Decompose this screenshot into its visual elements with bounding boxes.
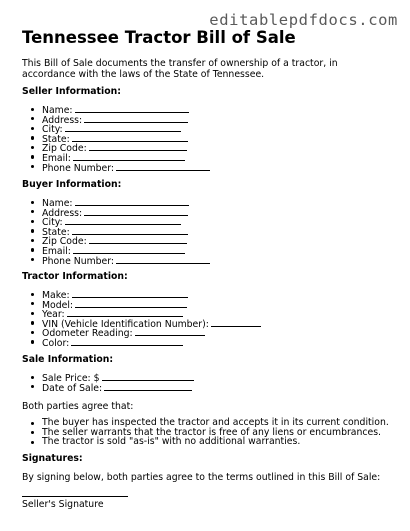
field-label: Email: <box>42 245 71 257</box>
seller-phone-field <box>22 162 210 172</box>
blank-line[interactable] <box>84 207 188 216</box>
field-label: Phone Number: <box>42 255 115 267</box>
seller-signature-line[interactable] <box>22 496 128 497</box>
field-label: Odometer Reading: <box>42 328 133 340</box>
field-label: City: <box>42 217 63 229</box>
field-label: Name: <box>42 198 73 209</box>
blank-line[interactable] <box>71 337 183 346</box>
blank-line[interactable] <box>84 114 188 123</box>
sale-price-field <box>22 372 194 382</box>
tractor-color-field <box>22 337 261 347</box>
blank-line[interactable] <box>75 104 189 113</box>
agreement-item: The tractor is sold "as-is" with no additional warranties. <box>22 437 389 447</box>
field-label: Address: <box>42 207 83 219</box>
seller-city-field <box>22 123 210 136</box>
agreement-item: The seller warrants that the tractor is free of any liens or encumbrances. <box>22 428 389 438</box>
blank-line[interactable] <box>65 216 181 225</box>
agreement-lead: Both parties agree that: <box>22 401 134 412</box>
blank-line[interactable] <box>75 197 189 206</box>
blank-line[interactable] <box>135 327 205 336</box>
blank-line[interactable] <box>75 299 187 308</box>
buyer-zip-field <box>22 235 210 248</box>
field-label: State: <box>42 133 70 145</box>
seller-email-field <box>22 152 210 162</box>
field-label: Phone Number: <box>42 162 115 174</box>
sale-date-field <box>22 382 194 392</box>
blank-line[interactable] <box>102 372 194 381</box>
blank-line[interactable] <box>116 162 210 171</box>
blank-line[interactable] <box>72 289 188 298</box>
blank-line[interactable] <box>89 235 187 244</box>
buyer-fields <box>22 197 210 267</box>
field-label: Address: <box>42 114 83 126</box>
field-label: Name: <box>42 105 73 116</box>
tractor-make-field <box>22 289 261 299</box>
tractor-heading: Tractor Information: <box>22 271 128 282</box>
tractor-model-field <box>22 299 261 309</box>
blank-line[interactable] <box>73 152 185 161</box>
watermark: editablepdfdocs.com <box>209 11 398 29</box>
blank-line[interactable] <box>89 142 187 151</box>
buyer-city-field <box>22 216 210 229</box>
field-label: Make: <box>42 290 70 301</box>
field-label: Year: <box>42 309 65 321</box>
agreement-list <box>22 418 389 447</box>
tractor-odometer-field <box>22 327 261 340</box>
field-label: State: <box>42 226 70 238</box>
buyer-state-field <box>22 226 210 236</box>
document-title: Tennessee Tractor Bill of Sale <box>22 28 296 47</box>
seller-zip-field <box>22 142 210 155</box>
blank-line[interactable] <box>67 308 183 317</box>
sale-fields <box>22 372 194 394</box>
blank-line[interactable] <box>211 318 261 327</box>
field-label: VIN (Vehicle Identification Number): <box>42 318 209 330</box>
field-label: Email: <box>42 152 71 164</box>
tractor-year-field <box>22 308 261 321</box>
buyer-email-field <box>22 245 210 255</box>
blank-line[interactable] <box>116 255 210 264</box>
blank-line[interactable] <box>72 133 188 142</box>
signatures-lead: By signing below, both parties agree to the terms outlined in this Bill of Sale: <box>22 472 381 483</box>
seller-fields <box>22 104 210 174</box>
tractor-fields <box>22 289 261 347</box>
blank-line[interactable] <box>65 123 181 132</box>
buyer-name-field <box>22 197 210 207</box>
tractor-vin-field <box>22 318 261 328</box>
blank-line[interactable] <box>104 382 192 391</box>
seller-name-field <box>22 104 210 114</box>
blank-line[interactable] <box>73 245 185 254</box>
buyer-address-field <box>22 207 210 217</box>
field-label: Model: <box>42 299 74 311</box>
field-label: Color: <box>42 337 70 349</box>
intro-paragraph: This Bill of Sale documents the transfer of ownership of a tractor, in accordance with the laws of the State of Tennessee. <box>22 58 338 80</box>
field-label: Sale Price: $ <box>42 373 100 384</box>
agreement-item: The buyer has inspected the tractor and accepts it in its current condition. <box>22 418 389 428</box>
blank-line[interactable] <box>72 226 188 235</box>
buyer-heading: Buyer Information: <box>22 179 122 190</box>
sale-heading: Sale Information: <box>22 354 114 365</box>
seller-signature-label: Seller's Signature <box>22 499 104 510</box>
signatures-heading: Signatures: <box>22 453 83 464</box>
seller-state-field <box>22 133 210 143</box>
seller-address-field <box>22 114 210 124</box>
field-label: City: <box>42 124 63 136</box>
buyer-phone-field <box>22 255 210 265</box>
seller-heading: Seller Information: <box>22 86 121 97</box>
field-label: Zip Code: <box>42 236 87 248</box>
field-label: Zip Code: <box>42 143 87 155</box>
field-label: Date of Sale: <box>42 382 103 394</box>
